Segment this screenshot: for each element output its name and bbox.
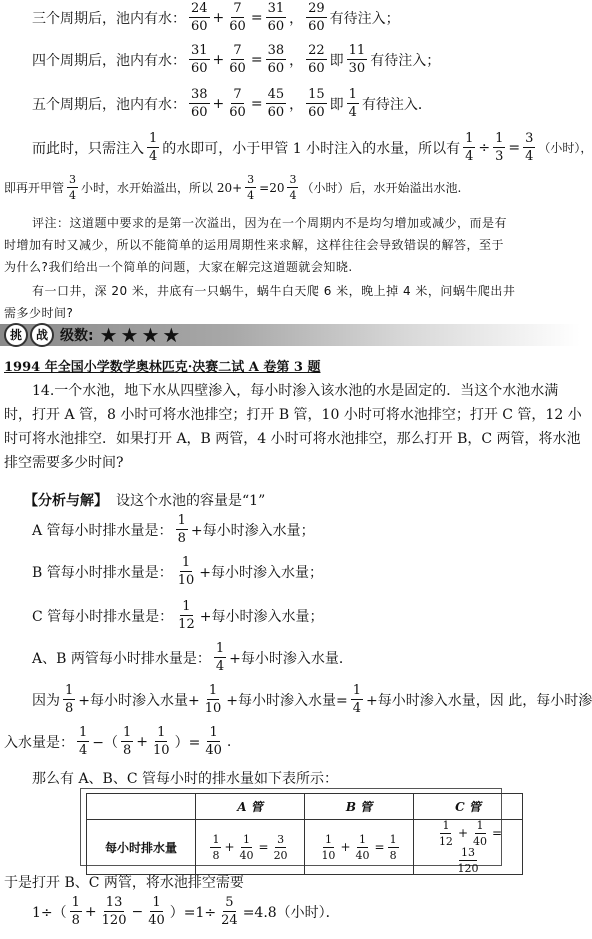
fraction: $\frac{1}{10}$ <box>177 555 195 588</box>
challenge-level-header <box>4 324 183 346</box>
fraction: $\frac{1}{4}$ <box>352 683 362 716</box>
fraction: $\frac{45}{60}$ <box>267 87 285 120</box>
fraction: $\frac{1}{10}$ <box>204 683 222 716</box>
fraction: $\frac{1}{8}$ <box>177 513 186 546</box>
comment-line-5: 需多少时间? <box>4 306 74 320</box>
fraction: $\frac{7}{60}$ <box>229 87 246 120</box>
table-intro-line: 那么有 A、B、C 管每小时的排水量如下表所示： <box>32 771 339 787</box>
comment-line-3: 为什么?我们给出一个简单的问题，大家在解完这道题就会知晓. <box>4 260 353 274</box>
comment-line-4: 有一口井，深 20 米，井底有一只蜗牛，蜗牛白天爬 6 米，晚上掉 4 米，问蜗牛爬出井 <box>32 284 516 298</box>
fraction: $\frac{1}{40}$ <box>205 725 222 758</box>
problem-line-4: 排空需要多少时间? <box>4 455 124 471</box>
fraction: $\frac{5}{24}$ <box>221 895 238 928</box>
fraction: $\frac{3}{4}$ <box>289 173 297 202</box>
pipe-c-rate-line: C 管每小时排水量是： $\frac{1}{12}$ +每小时渗入水量； <box>32 599 324 632</box>
analysis-label: 【分析与解】 <box>24 493 108 509</box>
rate-table <box>86 793 523 875</box>
table-header-c: C 管 <box>414 794 523 820</box>
comment-line-1: 评注：这道题中要求的是第一次溢出，因为在一个周期内不是均匀增加或减少，而是有 <box>32 216 508 230</box>
problem-line-3: 时可将水池排空．如果打开 A，B 两管，4 小时可将水池排空，那么打开 B，C 两管，将水池 <box>4 431 581 447</box>
fraction: $\frac{1}{3}$ <box>495 131 504 164</box>
fraction: $\frac{1}{4}$ <box>149 131 158 164</box>
cycle-three-line: 三个周期后，池内有水： $\frac{24}{60}$ + $\frac{7}{60}$ = $\frac{31}{60}$ ， $\frac{29}{60}$ 有待注入； <box>32 1 400 34</box>
fraction: $\frac{3}{4}$ <box>247 173 255 202</box>
problem-source: 1994 年全国小学数学奥林匹克·决赛二试 A 卷第 3 题 <box>4 360 321 375</box>
fraction: $\frac{38}{60}$ <box>267 43 285 76</box>
pipe-b-rate-line: B 管每小时排水量是： $\frac{1}{10}$ +每小时渗入水量； <box>32 555 324 588</box>
cycle-four-line: 四个周期后，池内有水： $\frac{31}{60}$ + $\frac{7}{60}$ = $\frac{38}{60}$ ， $\frac{22}{60}$ 即 $\frac{11}{30}$ 有待注入； <box>32 43 441 76</box>
fraction: $\frac{11}{30}$ <box>348 43 366 76</box>
table-header-row <box>87 794 523 820</box>
analysis-intro-line: 【分析与解】 设这个水池的容量是“1” <box>24 490 265 510</box>
cell-b: $\frac{1}{10}$ + $\frac{1}{40}$ = $\frac{1}{8}$ <box>305 820 414 875</box>
fraction: $\frac{7}{60}$ <box>229 43 246 76</box>
fraction: $\frac{1}{4}$ <box>215 641 225 674</box>
fraction: $\frac{1}{12}$ <box>178 599 195 632</box>
comment-line-2: 时增加有时又减少，所以不能简单的运用周期性来求解，这样往往会导致错误的解答，至于 <box>4 238 505 252</box>
fraction: $\frac{3}{4}$ <box>525 131 534 164</box>
seepage-line: 入水量是： $\frac{1}{4}$ −（ $\frac{1}{8}$ + $\frac{1}{10}$ ）= $\frac{1}{40}$ . <box>4 725 232 758</box>
fraction: $\frac{29}{60}$ <box>308 1 325 34</box>
fraction: $\frac{31}{60}$ <box>267 1 285 34</box>
fraction: $\frac{1}{8}$ <box>71 895 80 928</box>
fraction: $\frac{24}{60}$ <box>191 1 208 34</box>
row-label: 每小时排水量 <box>87 820 196 875</box>
conclusion-line-1: 于是打开 B、C 两管，将水池排空需要 <box>4 875 244 891</box>
table-header-a: A 管 <box>196 794 305 820</box>
level-label: 级数: <box>60 328 94 344</box>
difficulty-stars: ★★★★ <box>99 323 184 347</box>
cell-c: $\frac{1}{12}$ + $\frac{1}{40}$ = $\frac{13}{120}$ <box>414 820 523 875</box>
fraction: $\frac{3}{4}$ <box>69 173 77 202</box>
fraction: $\frac{1}{4}$ <box>348 87 357 120</box>
fraction: $\frac{1}{10}$ <box>153 725 170 758</box>
table-header-empty <box>87 794 196 820</box>
fraction: $\frac{31}{60}$ <box>191 43 208 76</box>
at-this-time-line: 而此时，只需注入 $\frac{1}{4}$ 的水即可，小于甲管 1 小时注入的水量，所以有 $\frac{1}{4}$ ÷ $\frac{1}{3}$ = $\frac{3}{4}$ （小时）， <box>32 131 592 164</box>
open-pipe-line: 即再开甲管 $\frac{3}{4}$ 小时，水开始溢出，所以 20+ $\frac{3}{4}$ =20 $\frac{3}{4}$ （小时）后，水开始溢出水池. <box>4 173 462 202</box>
table-header-b: B 管 <box>305 794 414 820</box>
fraction: $\frac{1}{4}$ <box>465 131 474 164</box>
fraction: $\frac{15}{60}$ <box>308 87 325 120</box>
fraction: $\frac{1}{4}$ <box>79 725 88 758</box>
because-line: 因为 $\frac{1}{8}$ +每小时渗入水量+ $\frac{1}{10}$ +每小时渗入水量= $\frac{1}{4}$ +每小时渗入水量，因 此，每小时渗 <box>32 683 592 716</box>
fraction: $\frac{13}{120}$ <box>101 895 127 928</box>
cycle-five-line: 五个周期后，池内有水： $\frac{38}{60}$ + $\frac{7}{60}$ = $\frac{45}{60}$ ， $\frac{15}{60}$ 即 $\frac{1}{4}$ 有待注入． <box>32 87 432 120</box>
challenge-badge-2: 战 <box>30 323 54 347</box>
problem-line-1: 14.一个水池，地下水从四壁渗入，每小时渗入该水池的水是固定的．当这个水池水满 <box>32 383 559 399</box>
fraction: $\frac{1}{8}$ <box>65 683 74 716</box>
conclusion-line-2: 1÷（ $\frac{1}{8}$ + $\frac{13}{120}$ − $\frac{1}{40}$ ）=1÷ $\frac{5}{24}$ =4.8（小时）． <box>32 895 340 928</box>
pipe-a-rate-line: A 管每小时排水量是： $\frac{1}{8}$ +每小时渗入水量； <box>32 513 315 546</box>
table-row <box>87 820 523 875</box>
fraction: $\frac{1}{8}$ <box>123 725 132 758</box>
cell-a: $\frac{1}{8}$ + $\frac{1}{40}$ = $\frac{3}{20}$ <box>196 820 305 875</box>
pipes-ab-rate-line: A、B 两管每小时排水量是： $\frac{1}{4}$ +每小时渗入水量． <box>32 641 353 674</box>
problem-line-2: 时，打开 A 管，8 小时可将水池排空；打开 B 管，10 小时可将水池排空；打开 C 管，12 小 <box>4 407 582 423</box>
fraction: $\frac{38}{60}$ <box>191 87 208 120</box>
fraction: $\frac{7}{60}$ <box>229 1 246 34</box>
fraction: $\frac{22}{60}$ <box>308 43 325 76</box>
fraction: $\frac{1}{40}$ <box>148 895 165 928</box>
challenge-badge-1: 挑 <box>4 323 28 347</box>
